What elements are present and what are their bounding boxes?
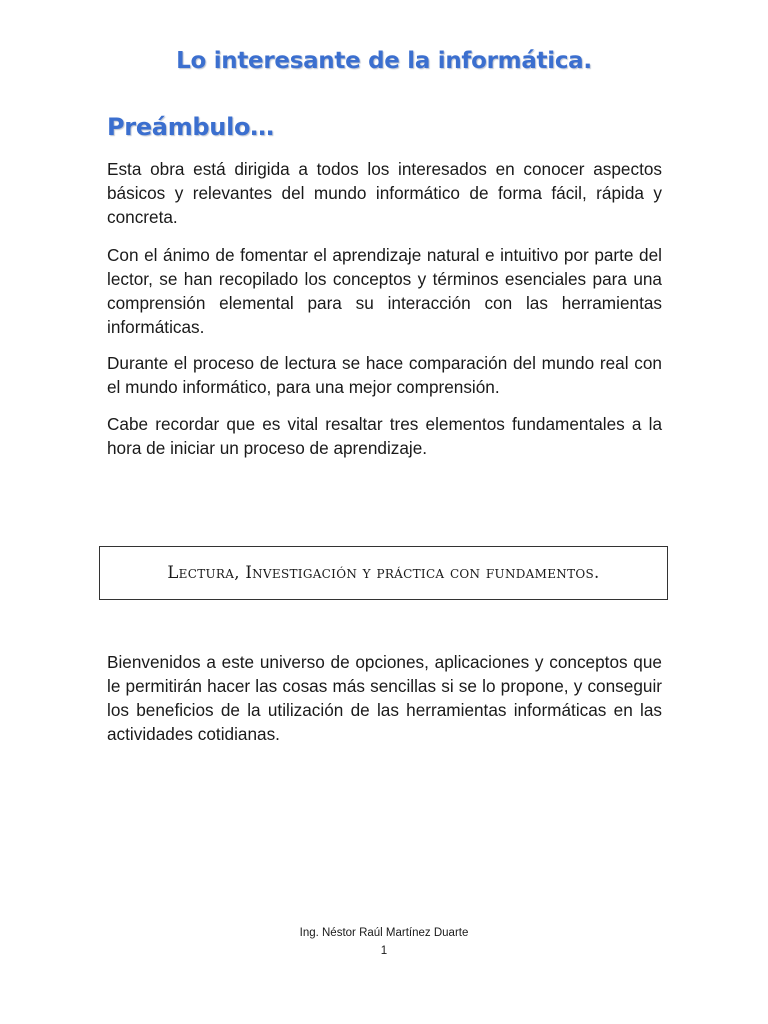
page-number: 1: [380, 945, 388, 957]
motto-text: Lectura, Investigación y práctica con fundamentos.: [167, 563, 600, 582]
footer-author: Ing. Néstor Raúl Martínez Duarte: [299, 927, 469, 939]
document-title: Lo interesante de la informática.: [176, 48, 592, 74]
paragraph-4: Cabe recordar que es vital resaltar tres elementos fundamentales a la hora de iniciar un proceso de aprendizaje.: [107, 414, 662, 458]
section-heading-preambulo: Preámbulo…: [107, 113, 274, 141]
paragraph-2: Con el ánimo de fomentar el aprendizaje natural e intuitivo por parte del lector, se han recopilado los conceptos y términos esenciales para una comprensión elemental para su interacción con las herramientas informáticas.: [107, 245, 662, 337]
motto-box: [99, 546, 668, 600]
closing-paragraph: Bienvenidos a este universo de opciones, aplicaciones y conceptos que le permitirán hacer las cosas más sencillas si se lo propone, y conseguir los beneficios de la utilización de las herramientas informáticas en las actividades cotidianas.: [107, 652, 662, 744]
paragraph-1: Esta obra está dirigida a todos los interesados en conocer aspectos básicos y relevantes del mundo informático de forma fácil, rápida y concreta.: [107, 159, 662, 227]
paragraph-3: Durante el proceso de lectura se hace comparación del mundo real con el mundo informático, para una mejor comprensión.: [107, 353, 662, 397]
